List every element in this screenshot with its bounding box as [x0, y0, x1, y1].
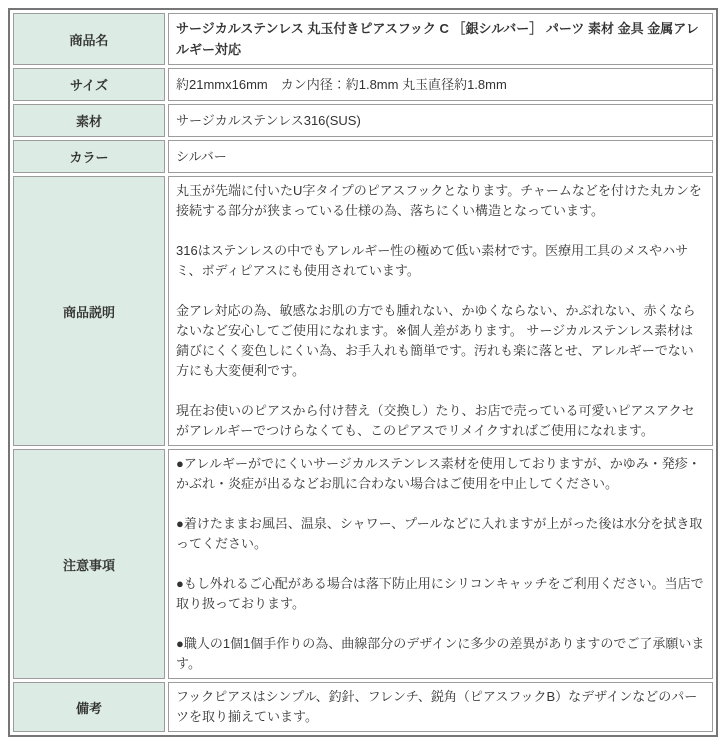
row-content-material: サージカルステンレス316(SUS) [168, 104, 713, 137]
paragraph: 316はステンレスの中でもアレルギー性の極めて低い素材です。医療用工具のメスやハサミ、ボディピアスにも使用されています。 [176, 243, 689, 278]
row-label-product-name: 商品名 [13, 13, 165, 65]
paragraph: ●着けたままお風呂、温泉、シャワー、プールなどに入れますが上がった後は水分を拭き取ってください。 [176, 516, 703, 551]
product-spec-table [8, 8, 718, 737]
row-content-description [168, 176, 713, 446]
row-label-material: 素材 [13, 104, 165, 137]
paragraph: 丸玉が先端に付いたU字タイプのピアスフックとなります。チャームなどを付けた丸カンを接続する部分が狭まっている仕様の為、落ちにくい構造となっています。 [176, 183, 702, 218]
paragraph: ●職人の1個1個手作りの為、曲線部分のデザインに多少の差異がありますのでご了承願います。 [176, 636, 705, 671]
table-row-precautions [13, 449, 713, 679]
row-content-precautions [168, 449, 713, 679]
row-content-size: 約21mmx16mm カン内径：約1.8mm 丸玉直径約1.8mm [168, 68, 713, 101]
row-content-color: シルバー [168, 140, 713, 173]
row-label-color: カラー [13, 140, 165, 173]
row-label-remarks: 備考 [13, 682, 165, 732]
spec-table-body [13, 13, 713, 732]
row-label-size: サイズ [13, 68, 165, 101]
table-row-size [13, 68, 713, 101]
row-content-product-name: サージカルステンレス 丸玉付きピアスフック C ［銀シルバー］ パーツ 素材 金具 金属アレルギー対応 [168, 13, 713, 65]
table-row-remarks [13, 682, 713, 732]
table-row-color [13, 140, 713, 173]
paragraph: ●アレルギーがでにくいサージカルステンレス素材を使用しておりますが、かゆみ・発疹・かぶれ・炎症が出るなどお肌に合わない場合はご使用を中止してください。 [176, 456, 701, 491]
row-label-precautions: 注意事項 [13, 449, 165, 679]
paragraph: 金アレ対応の為、敏感なお肌の方でも腫れない、かゆくならない、かぶれない、赤くならないなど安心してご使用になれます。※個人差があります。 サージカルステンレス素材は錆びにくく変色しにくい為、お手入れも簡単です。汚れも楽に落とせ、アレルギーでない方にも大変便利です。 [176, 303, 696, 378]
row-label-description: 商品説明 [13, 176, 165, 446]
paragraph: ●もし外れるご心配がある場合は落下防止用にシリコンキャッチをご利用ください。当店で取り扱っております。 [176, 576, 704, 611]
table-row-material [13, 104, 713, 137]
table-row-product-name [13, 13, 713, 65]
table-row-description [13, 176, 713, 446]
row-content-remarks: フックピアスはシンプル、釣針、フレンチ、鋭角（ピアスフックB）なデザインなどのパーツを取り揃えています。 [168, 682, 713, 732]
paragraph: 現在お使いのピアスから付け替え（交換し）たり、お店で売っている可愛いピアスアクセがアレルギーでつけらなくても、このピアスでリメイクすればご使用になれます。 [176, 403, 695, 438]
